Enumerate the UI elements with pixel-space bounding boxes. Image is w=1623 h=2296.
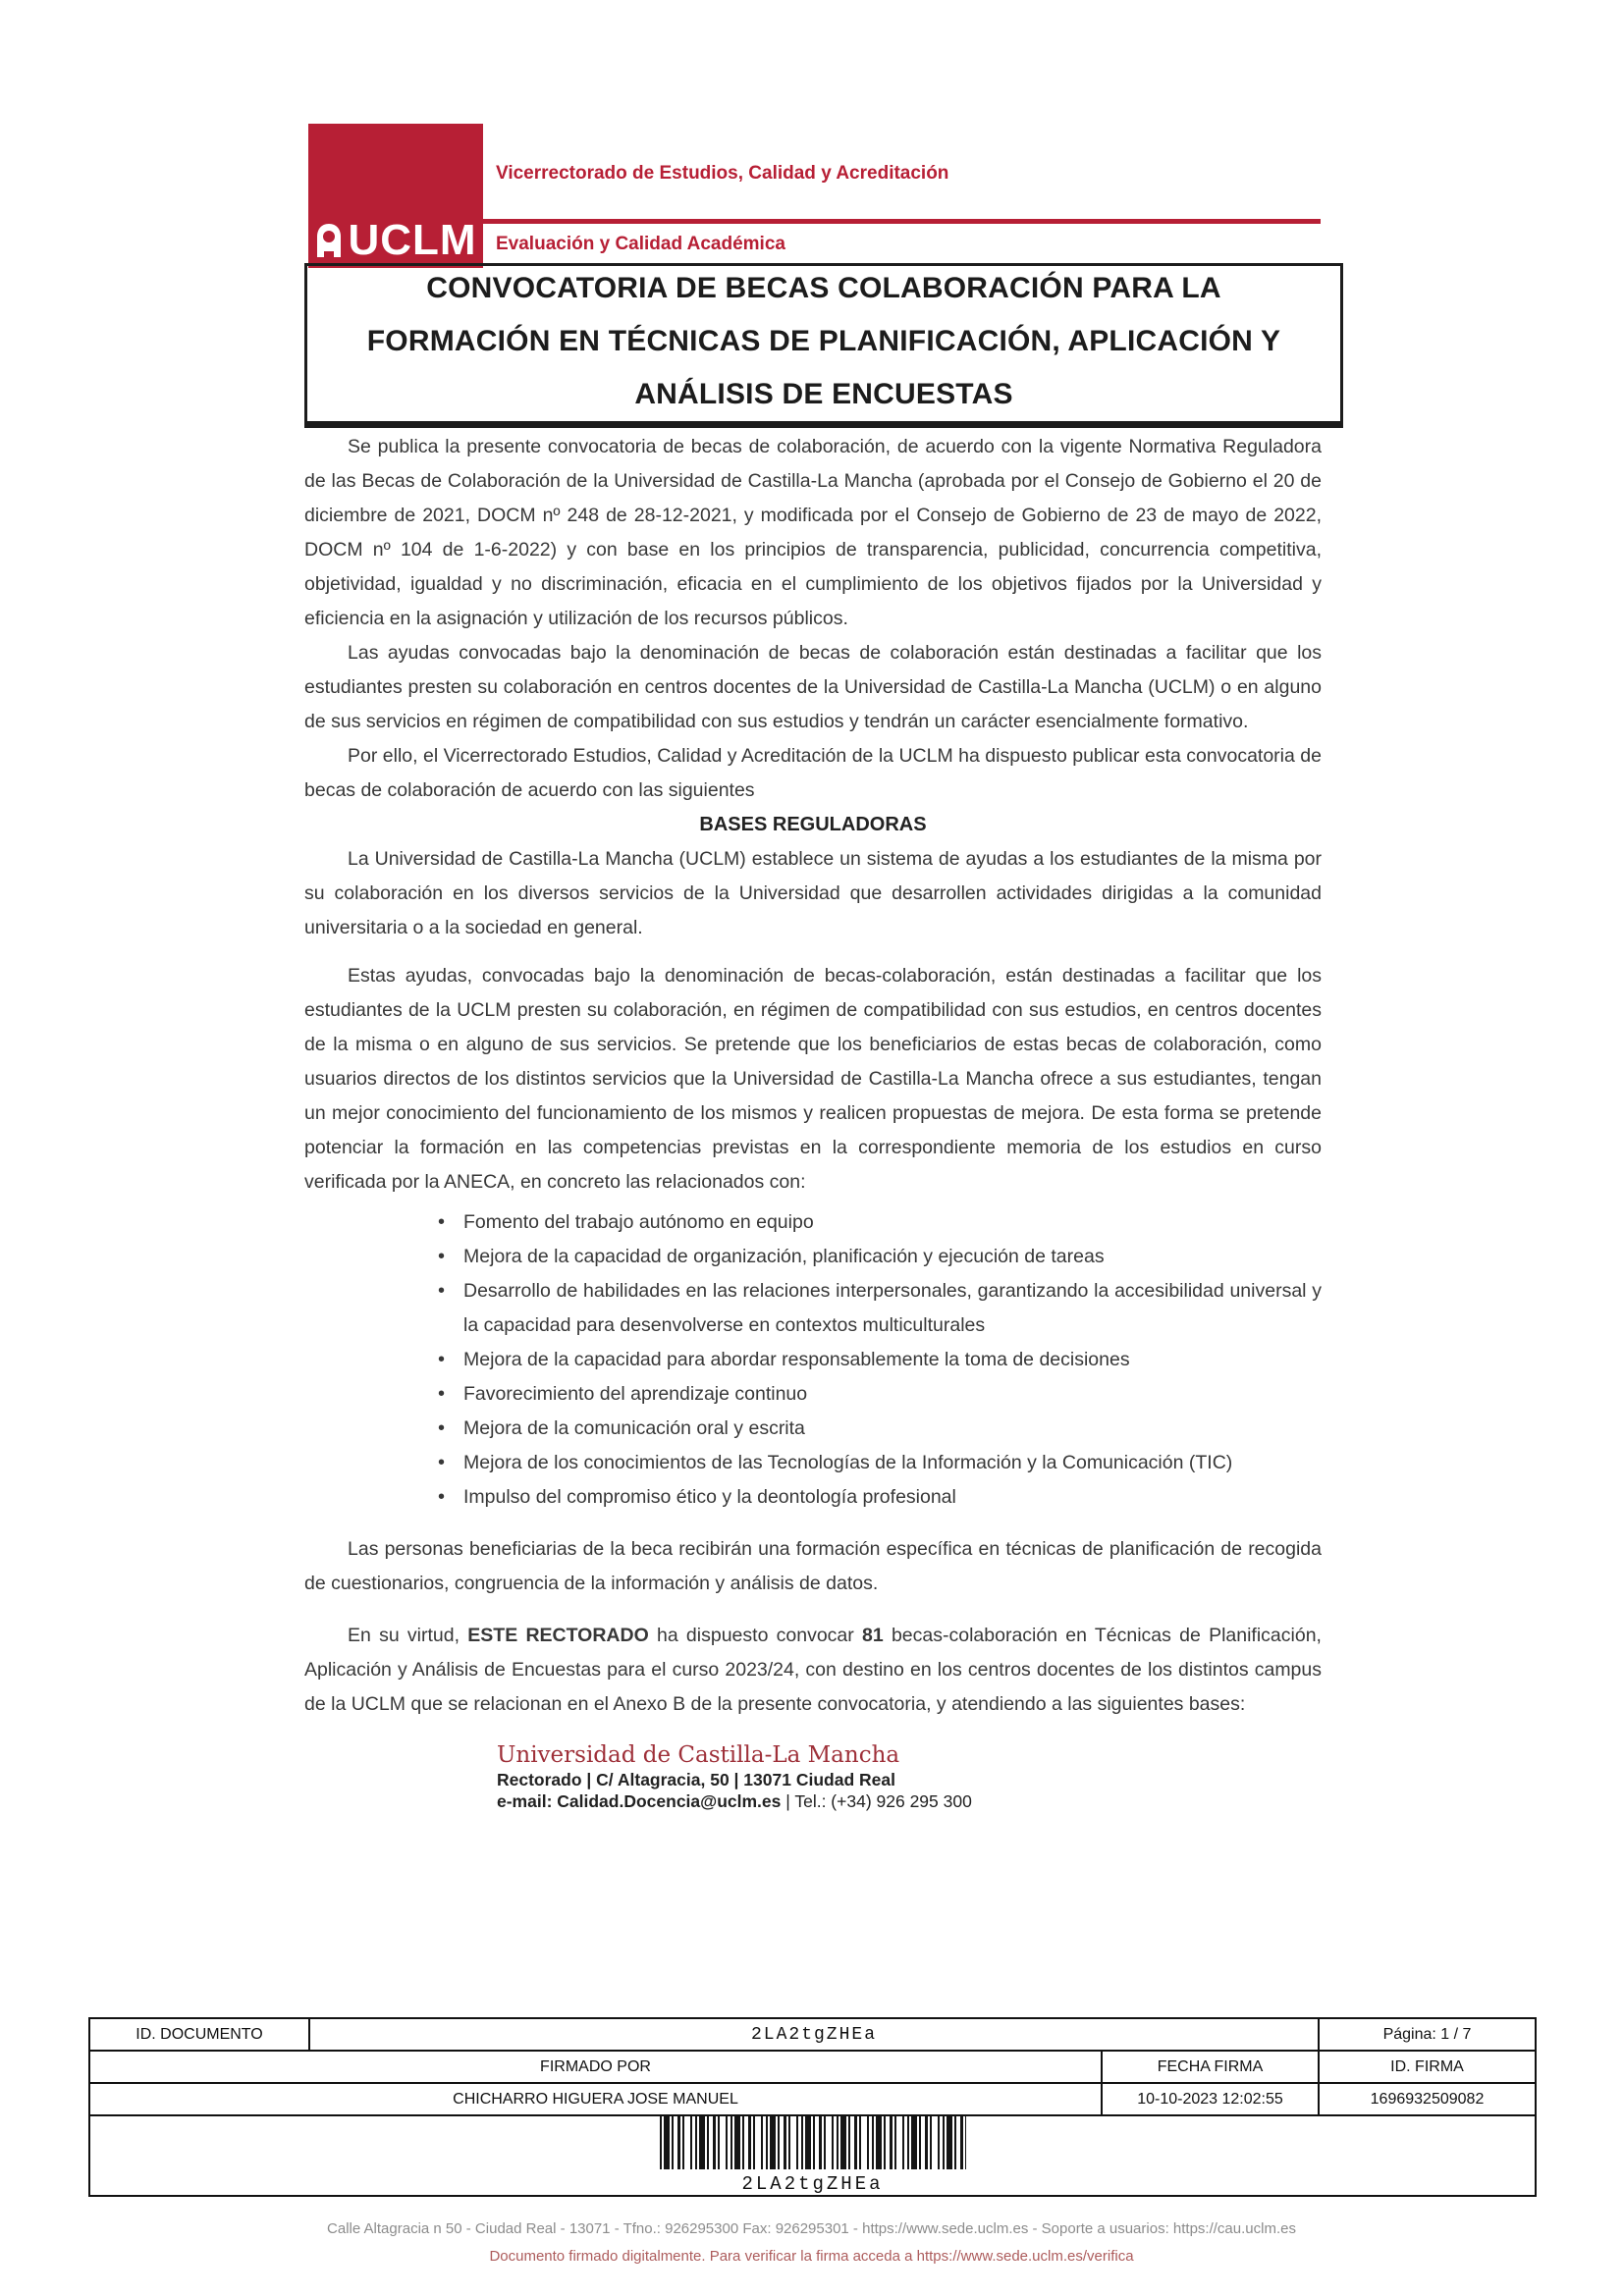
header-red-rule (483, 219, 1321, 224)
firmado-por-value: CHICHARRO HIGUERA JOSE MANUEL (89, 2083, 1102, 2115)
table-row (89, 2051, 1536, 2083)
id-firma-value: 1696932509082 (1319, 2083, 1536, 2115)
p7-post: becas-colaboración en Técnicas de Planificación, Aplicación y Análisis de Encuestas para el curso 2023/24, con destino en los centros docentes de los distintos campus de la UCLM que se relacionan en el Anexo B de la presente convocatoria, y atendiendo a las siguientes bases: (304, 1625, 1322, 1715)
bullet-item: • Mejora de la capacidad de organización, planificación y ejecución de tareas (438, 1240, 1322, 1274)
p7-bold-este-rectorado: ESTE RECTORADO (467, 1625, 649, 1646)
bullet-item: • Fomento del trabajo autónomo en equipo (438, 1205, 1322, 1240)
paragraph-5: Estas ayudas, convocadas bajo la denominación de becas-colaboración, están destinadas a facilitar que los estudiantes de la UCLM presten su colaboración, en régimen de compatibilidad con sus estudios, en centros docentes de la misma o en alguno de sus servicios. Se pretende que los beneficiarios de estas becas de colaboración, como usuarios directos de los distintos servicios que la Universidad de Castilla-La Mancha ofrece a sus estudiantes, tengan un mejor conocimiento del funcionamiento de los mismos y realicen propuestas de mejora. De esta forma se pretende potenciar la formación en las competencias previstas en la correspondiente memoria de los estudios en curso verificada por la ANECA, en concreto las relacionados con: (304, 965, 1322, 1193)
document-title: CONVOCATORIA DE BECAS COLABORACIÓN PARA LA FORMACIÓN EN TÉCNICAS DE PLANIFICACIÓN, APLICACIÓN Y ANÁLISIS DE ENCUESTAS (366, 272, 1281, 410)
uclm-figure-icon (314, 222, 344, 259)
paragraph-2: Las ayudas convocadas bajo la denominación de becas de colaboración están destinadas a facilitar que los estudiantes presten su colaboración en centros docentes de la Universidad de Castilla-La Mancha (UCLM) o en alguno de sus servicios en régimen de compatibilidad con sus estudios y tendrán un carácter esencialmente formativo. (304, 642, 1322, 732)
bullet-item: • Mejora de la comunicación oral y escrita (438, 1412, 1322, 1446)
barcode-text: 2LA2tgZHEa (741, 2173, 884, 2195)
address-contact-line (497, 1790, 1322, 1812)
section-heading-bases-reguladoras: BASES REGULADORAS (699, 814, 927, 835)
barcode-cell (89, 2115, 1536, 2196)
firmado-por-label: FIRMADO POR (89, 2051, 1102, 2083)
fecha-firma-value: 10-10-2023 12:02:55 (1102, 2083, 1319, 2115)
address-phone: | Tel.: (+34) 926 295 300 (781, 1791, 972, 1811)
paragraph-6: Las personas beneficiarias de la beca recibirán una formación específica en técnicas de planificación de recogida de cuestionarios, congruencia de la información y análisis de datos. (304, 1538, 1322, 1594)
bullet-item: • Impulso del compromiso ético y la deontología profesional (438, 1480, 1322, 1515)
address-block (497, 1741, 1322, 1812)
footer-address-line: Calle Altagracia n 50 - Ciudad Real - 13071 - Tfno.: 926295300 Fax: 926295301 - https://www.sede.uclm.es - Soporte a usuarios: https://cau.uclm.es (327, 2220, 1296, 2237)
p7-bold-81: 81 (862, 1625, 884, 1646)
paragraph-7 (304, 1619, 1322, 1722)
id-documento-label: ID. DOCUMENTO (89, 2018, 309, 2051)
address-university-name: Universidad de Castilla-La Mancha (497, 1742, 900, 1768)
uclm-logo-word: UCLM (348, 216, 477, 264)
paragraph-4: La Universidad de Castilla-La Mancha (UCLM) establece un sistema de ayudas a los estudiantes de la misma por su colaboración en los diversos servicios de la Universidad que desarrollen actividades dirigidas a la comunidad universitaria o a la sociedad en general. (304, 848, 1322, 938)
header-department-line1: Vicerrectorado de Estudios, Calidad y Acreditación (496, 163, 949, 184)
table-row (89, 2083, 1536, 2115)
footer-verification-line: Documento firmado digitalmente. Para verificar la firma acceda a https://www.sede.uclm.es/verifica (489, 2248, 1134, 2265)
header-department-line2: Evaluación y Calidad Académica (496, 234, 785, 254)
fecha-firma-label: FECHA FIRMA (1102, 2051, 1319, 2083)
p7-mid: ha dispuesto convocar (648, 1625, 863, 1646)
paragraph-1: Se publica la presente convocatoria de becas de colaboración, de acuerdo con la vigente Normativa Reguladora de las Becas de Colaboración de la Universidad de Castilla-La Mancha (aprobada por el Consejo de Gobierno el 20 de diciembre de 2021, DOCM nº 248 de 28-12-2021, y modificada por el Consejo de Gobierno de 23 de mayo de 2022, DOCM nº 104 de 1-6-2022) y con base en los principios de transparencia, publicidad, concurrencia competitiva, objetividad, igualdad y no discriminación, eficacia en el cumplimiento de los objetivos fijados por la Universidad y eficiencia en la asignación y utilización de los recursos públicos. (304, 436, 1322, 629)
id-firma-label: ID. FIRMA (1319, 2051, 1536, 2083)
competencies-bullet-list (304, 1205, 1322, 1515)
bullet-item: • Mejora de la capacidad para abordar responsablemente la toma de decisiones (438, 1343, 1322, 1377)
signature-table (88, 2017, 1537, 2197)
uclm-logo (308, 124, 483, 268)
page-number: Página: 1 / 7 (1319, 2018, 1536, 2051)
table-row (89, 2115, 1536, 2196)
bullet-item: • Desarrollo de habilidades en las relaciones interpersonales, garantizando la accesibilidad universal y la capacidad para desenvolverse en contextos multiculturales (438, 1274, 1322, 1343)
barcode-image (660, 2116, 966, 2169)
address-email: e-mail: Calidad.Docencia@uclm.es (497, 1791, 782, 1811)
document-body (304, 430, 1322, 1812)
paragraph-3: Por ello, el Vicerrectorado Estudios, Calidad y Acreditación de la UCLM ha dispuesto publicar esta convocatoria de becas de colaboración de acuerdo con las siguientes (304, 745, 1322, 801)
bullet-item: • Mejora de los conocimientos de las Tecnologías de la Información y la Comunicación (TIC) (438, 1446, 1322, 1480)
document-title-box (304, 263, 1343, 428)
table-row (89, 2018, 1536, 2051)
id-documento-value: 2LA2tgZHEa (309, 2018, 1319, 2051)
bullet-item: • Favorecimiento del aprendizaje continuo (438, 1377, 1322, 1412)
address-street-line: Rectorado | C/ Altagracia, 50 | 13071 Ciudad Real (497, 1770, 895, 1789)
p7-pre: En su virtud, (348, 1625, 468, 1646)
